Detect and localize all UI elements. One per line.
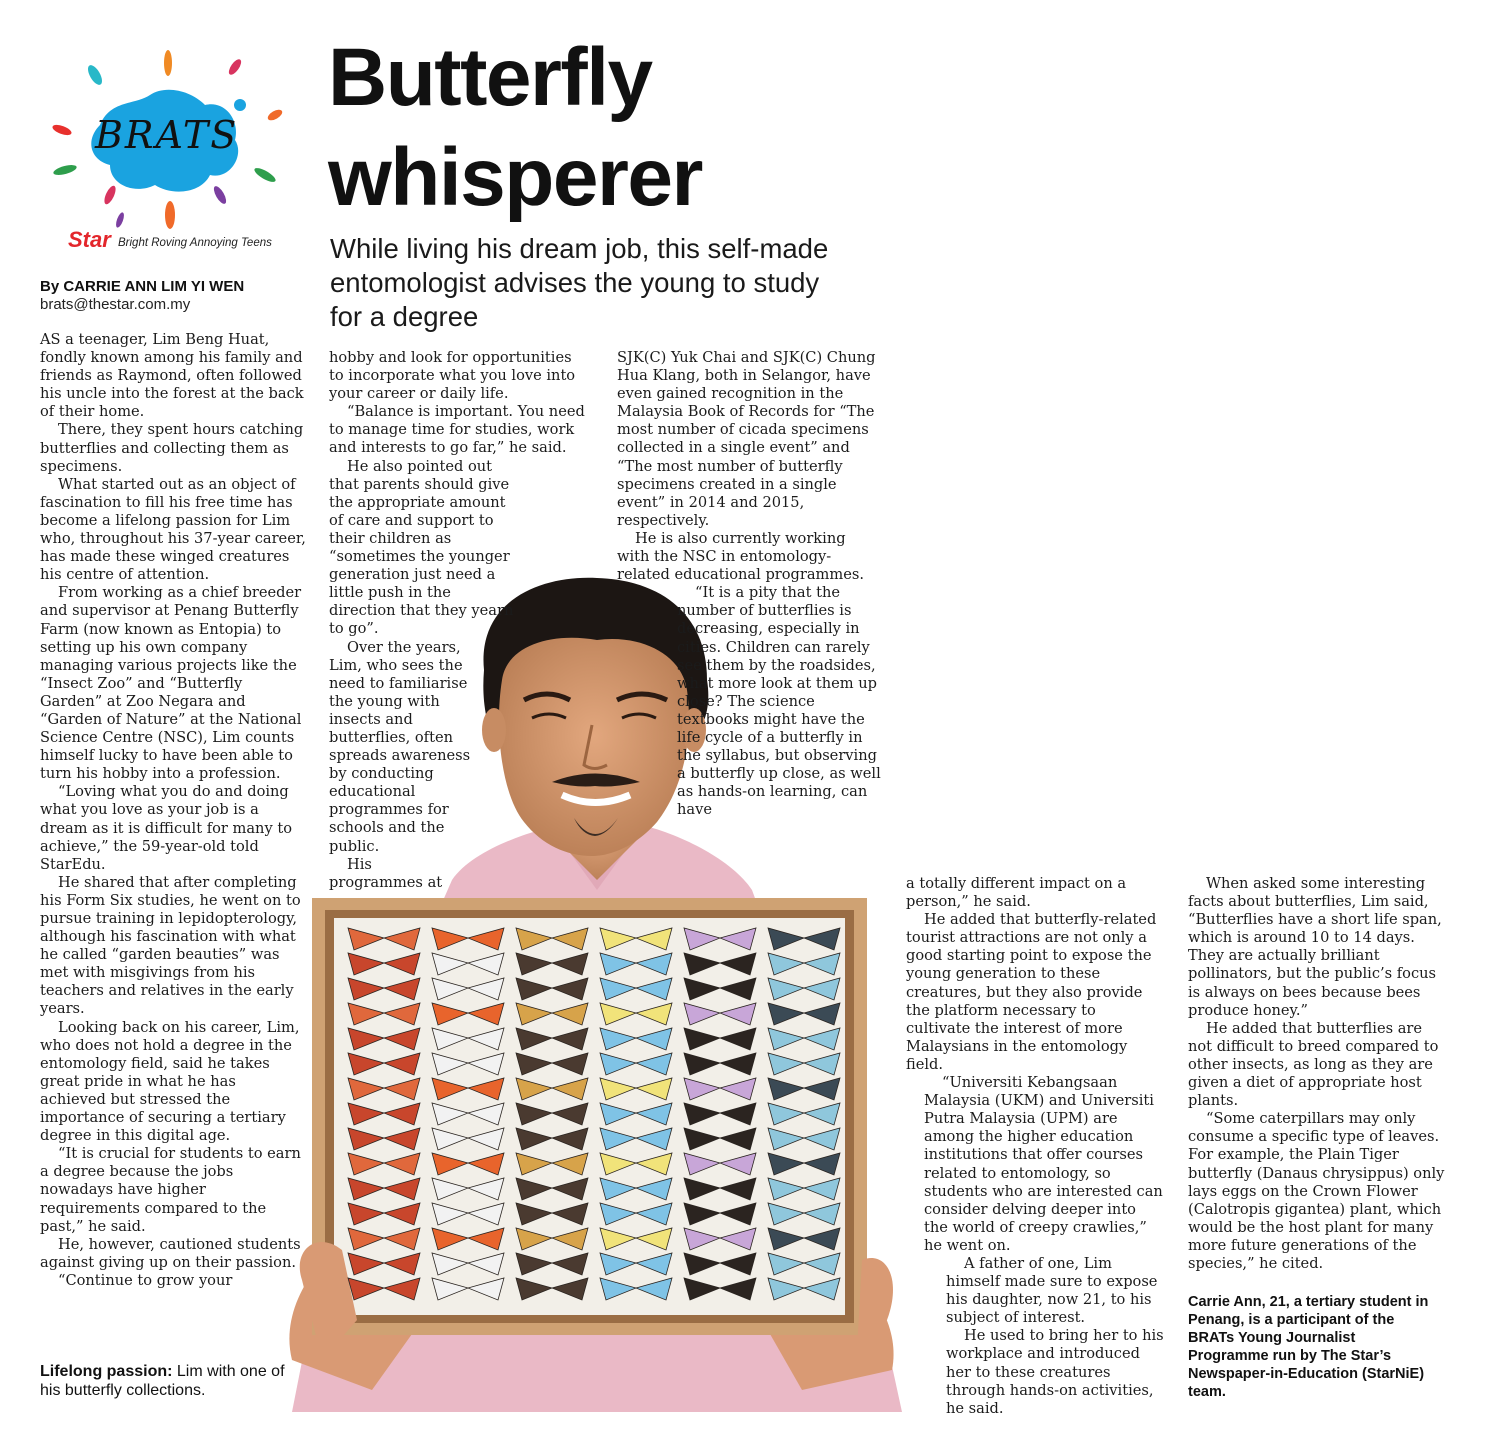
star-wordmark: Star [68, 227, 111, 252]
paragraph: “Balance is important. You need to manage time for studies, work and interests to go far,” he said. [329, 403, 585, 457]
article-column-2 [329, 349, 589, 892]
paragraph: “Some caterpillars may only consume a specific type of leaves. For example, the Plain Tiger butterfly (Danaus chrysippus) only lays eggs on the Crown Flower (Calotropis gigantea) plant, which would be the host plant for many more future generations of the species,” he cited. [1188, 1110, 1445, 1272]
paragraph: From working as a chief breeder and supervisor at Penang Butterfly Farm (now known as Entopia) to setting up his own company managing various projects like the “Insect Zoo” and “Butterfly Garden” at Zoo Negara and “Garden of Nature” at the National Science Centre (NSC), Lim counts himself lucky to have been able to turn his hobby into a profession. [40, 584, 302, 783]
standfirst: While living his dream job, this self-made entomologist advises the young to study for a degree [330, 233, 829, 332]
paragraph: When asked some interesting facts about butterflies, Lim said, “Butterflies have a short life span, which is around 10 to 14 days. They are actually brilliant pollinators, but the public’s focus is always on bees because bees produce honey.” [1188, 875, 1442, 1019]
byline-author: By CARRIE ANN LIM YI WEN [40, 278, 245, 295]
article-column-3 [617, 349, 882, 819]
headline-line2: whisperer [328, 132, 702, 223]
caption-lead: Lifelong passion: [40, 1363, 173, 1380]
paragraph: Over the years, Lim, who sees the need to familiarise the young with insects and butterflies, often spreads awareness by conducting educational programmes for schools and the public. [329, 638, 471, 855]
byline-email: brats@thestar.com.my [40, 296, 191, 313]
paragraph: He is also currently working with the NSC in entomology-related educational programmes. [617, 529, 865, 584]
paragraph: There, they spent hours catching butterflies and collecting them as specimens. [40, 421, 304, 475]
paragraph: “It is crucial for students to earn a degree because the jobs nowadays have higher requirements compared to the past,” he said. [40, 1145, 301, 1235]
logo-tagline: Bright Roving Annoying Teens [118, 237, 272, 249]
paragraph: What started out as an object of fascination to fill his free time has become a lifelong passion for Lim who, throughout his 37-year career, has made these winged creatures his centre of attention. [40, 475, 306, 584]
caption-text: Lim with one of his butterfly collections. [40, 1363, 285, 1399]
paragraph: He used to bring her to his workplace and introduced her to these creatures through hands-on activities, he said. [946, 1327, 1164, 1417]
paragraph: SJK(C) Yuk Chai and SJK(C) Chung Hua Klang, both in Selangor, have even gained recognition in the Malaysia Book of Records for “The most number of cicada specimens collected in a single event” and “The most number of butterfly specimens created in a single event” in 2014 and 2015, respectively. [617, 349, 876, 529]
paragraph: He added that butterfly-related tourist attractions are not only a good starting point to expose the young generation to these creatures, but they also provide the platform necessary to cultivate the interest of more Malaysians in the entomology field. [906, 911, 1157, 1073]
paragraph: “Universiti Kebangsaan Malaysia (UKM) and Universiti Putra Malaysia (UPM) are among the higher education institutions that offer courses related to entomology, so students who are interested can consider delving deeper into the world of creepy crawlies,” he went on. [924, 1074, 1163, 1254]
brats-wordmark: BRATS [95, 113, 239, 157]
paragraph: His programmes at [329, 855, 443, 891]
paragraph: Looking back on his career, Lim, who does not hold a degree in the entomology field, said he takes great pride in what he has achieved but stressed the importance of securing a tertiary degree in this digital age. [40, 1018, 300, 1145]
paragraph: AS a teenager, Lim Beng Huat, fondly known among his family and friends as Raymond, often followed his uncle into the forest at the back of their home. [40, 331, 304, 421]
paragraph: “Loving what you do and doing what you love as your job is a dream as it is difficult for many to achieve,” the 59-year-old told StarEdu. [40, 783, 292, 873]
paragraph: “Continue to grow your [58, 1271, 233, 1289]
brats-logo [40, 45, 290, 260]
paragraph: a totally different impact on a person,” he said. [906, 875, 1127, 911]
article-column-4 [906, 875, 1164, 1418]
paragraph: He shared that after completing his Form Six studies, he went on to pursue training in lepidopterology, although his fascination with what he called “garden beauties” was met with misgivings from his teachers and relatives in the early years. [40, 873, 301, 1018]
paragraph: “It is a pity that the number of butterflies is decreasing, especially in cities. Children can rarely see them by the roadsides, what more look at them up close? The science textbooks might have the life cycle of a butterfly in the syllabus, but observing a butterfly up close, as well as hands-on learning, can have [677, 584, 881, 819]
paragraph: He, however, cautioned students against giving up on their passion. [40, 1235, 301, 1271]
headline-line1: Butterfly [328, 32, 652, 123]
paragraph: A father of one, Lim himself made sure to expose his daughter, now 21, to his subject of interest. [946, 1254, 1158, 1327]
paragraph: He added that butterflies are not difficult to breed compared to other insects, as long as they are given a diet of appropriate host plants. [1188, 1019, 1439, 1110]
article-column-1 [40, 331, 306, 1290]
paragraph: He also pointed out that parents should give the appropriate amount of care and support to their children as “sometimes the younger generation just need a little push in the direction that they yearn to go”. [329, 457, 514, 638]
article-column-5 [1188, 875, 1450, 1273]
photo-caption [40, 1362, 300, 1400]
paragraph: hobby and look for opportunities to incorporate what you love into your career or daily life. [329, 349, 576, 403]
author-bio: Carrie Ann, 21, a tertiary student in Penang, is a participant of the BRATs Young Journalist Programme run by The Star’s Newspaper-in-Education (StarNiE) team. [1188, 1294, 1429, 1400]
